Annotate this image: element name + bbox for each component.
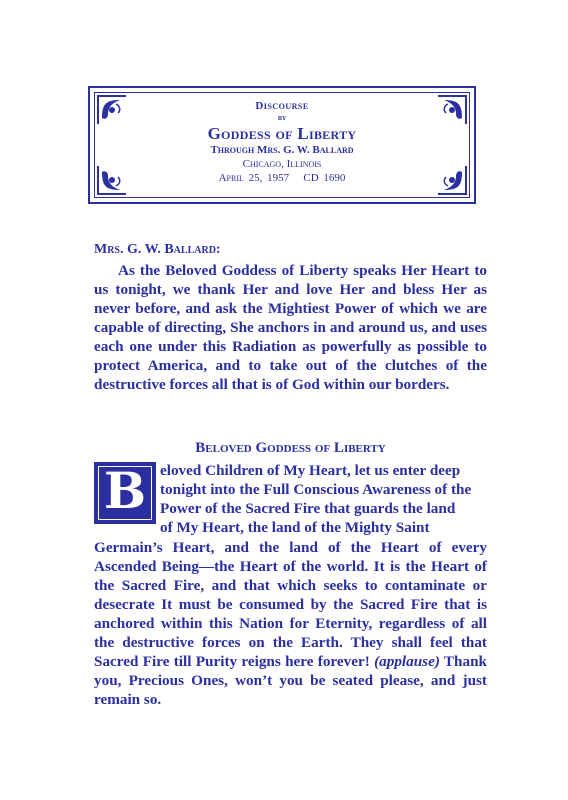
discourse-line-4: of My Heart, the land of the Mighty Saint	[160, 519, 430, 536]
discourse-title: Beloved Goddess of Liberty	[195, 440, 386, 456]
through-line: Through Mrs. G. W. Ballard	[210, 144, 354, 156]
intro-paragraph: As the Beloved Goddess of Liberty speaks Her Heart to us tonight, we thank Her and love Her and bless Her as never before, and ask the Mightiest Power of which we are capable of directing, She anchors in and around us, and uses each one under this Radiation as powerfully as possible to protect America, and to take out of the clutches of the destructive forces all that is of God within our borders.	[94, 262, 487, 393]
discourse-paragraph	[94, 538, 487, 709]
header-frame	[88, 86, 476, 204]
closing-text: Thank you, Precious Ones, won’t you be seated please, and just remain so.	[94, 653, 487, 708]
dropcap-letter: B	[103, 461, 147, 520]
discourse-label: Discourse	[255, 100, 309, 112]
discourse-body: Germain’s Heart, and the land of the Heart of every Ascended Being—the Heart of the world. It is the Heart of the Sacred Fire, and that which seeks to contaminate or desecrate It must be consumed by the Sacred Fire that is anchored within this Nation for Eternity, regardless of all the destructive forces on the Earth. They shall feel that Sacred Fire till Purity reigns here forever!	[94, 539, 487, 670]
discourse-line-1: eloved Children of My Heart, let us enter deep	[160, 462, 461, 479]
date-line: April 25, 1957 CD 1690	[218, 172, 346, 184]
speaker-title: Goddess of Liberty	[207, 124, 357, 143]
discourse-line-3: Power of the Sacred Fire that guards the land	[160, 500, 456, 517]
applause-note: (applause)	[374, 653, 440, 670]
intro-speaker: Mrs. G. W. Ballard:	[94, 242, 221, 257]
by-label: by	[277, 112, 287, 122]
city-line: Chicago, Illinois	[242, 158, 322, 170]
dropcap-b	[94, 462, 156, 524]
discourse-line-2: tonight into the Full Conscious Awareness of the	[160, 481, 472, 498]
